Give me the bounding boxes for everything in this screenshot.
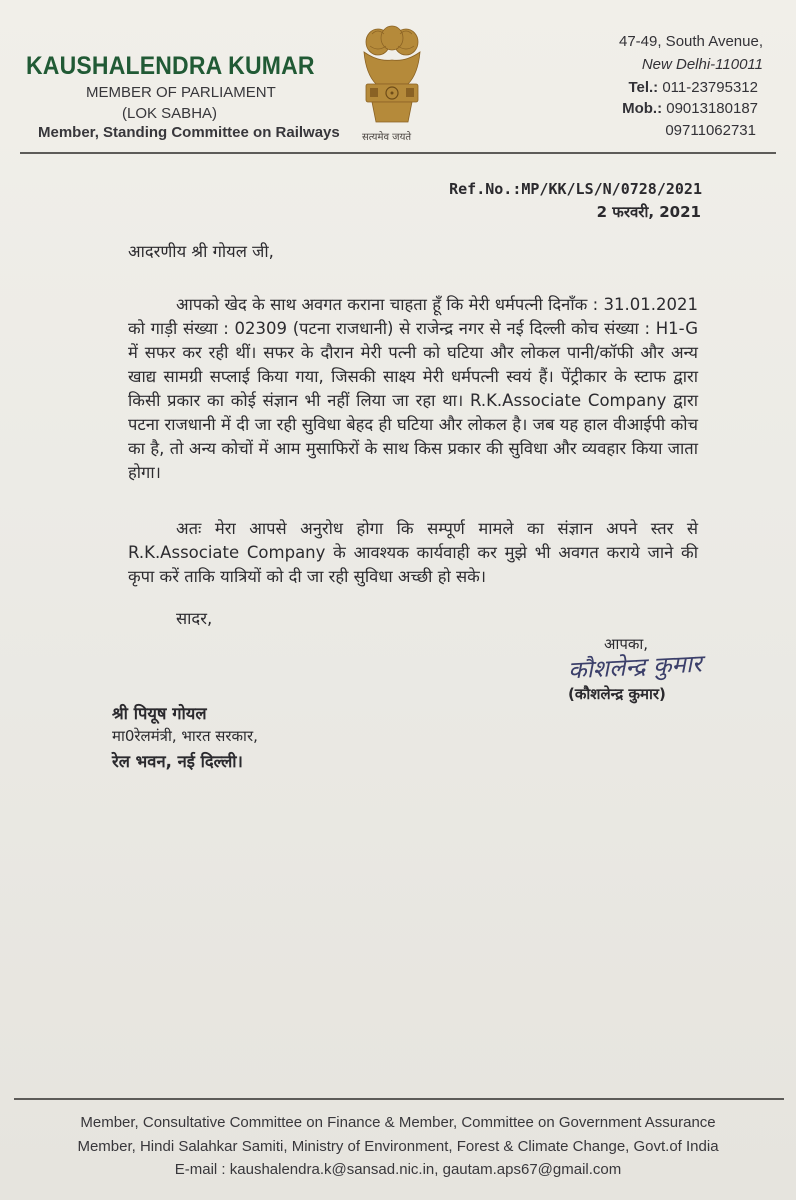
- salutation: आदरणीय श्री गोयल जी,: [128, 242, 274, 261]
- footer-line-2: Member, Hindi Salahkar Samiti, Ministry of Environment, Forest & Climate Change, Govt.of India: [77, 1138, 719, 1155]
- address-line-1: 47-49, South Avenue,: [618, 33, 763, 50]
- mob-number-1: 09013180187: [666, 100, 758, 117]
- paragraph-2: अतः मेरा आपसे अनुरोध होगा कि सम्पूर्ण मामले का संज्ञान अपने स्तर से R.K.Associate Company के आवश्यक कार्यवाही कर मुझे भी अवगत कराये जाने की कृपा करें ताकि यात्रियों को दी जा रही सुविधा अच्छी हो सके।: [128, 519, 698, 586]
- sender-house: (LOK SABHA): [122, 105, 218, 122]
- recipient-address: रेल भवन, नई दिल्ली।: [112, 752, 243, 771]
- footer-divider: [14, 1098, 784, 1100]
- tel-label: Tel.:: [628, 79, 659, 96]
- reference-number: Ref.No.:MP/KK/LS/N/0728/2021: [449, 180, 702, 198]
- recipient-name: श्री पियूष गोयल: [112, 704, 207, 723]
- address-line-2: New Delhi-110011: [641, 56, 763, 73]
- sender-title: MEMBER OF PARLIAMENT: [86, 84, 276, 101]
- closing: सादर,: [176, 609, 213, 628]
- mobile: [622, 100, 758, 117]
- mob-label: Mob.:: [622, 100, 663, 117]
- recipient-designation: मा0रेलमंत्री, भारत सरकार,: [112, 727, 258, 745]
- yours-faithfully: आपका,: [604, 635, 649, 653]
- handwritten-signature: कौशलेन्द्र कुमार: [567, 649, 703, 685]
- footer-line-1: Member, Consultative Committee on Finance & Member, Committee on Government Assurance: [80, 1114, 716, 1131]
- telephone: [628, 79, 758, 96]
- sender-name: KAUSHALENDRA KUMAR: [26, 52, 315, 80]
- header-divider: [20, 152, 776, 154]
- tel-number: 011-23795312: [662, 79, 758, 96]
- sender-committee: Member, Standing Committee on Railways: [38, 124, 340, 141]
- mob-number-2: 09711062731: [665, 122, 756, 139]
- footer-email: E-mail : kaushalendra.k@sansad.nic.in, gautam.aps67@gmail.com: [174, 1161, 622, 1178]
- emblem-motto: सत्यमेव जयते: [362, 132, 412, 143]
- national-emblem-icon: [356, 22, 428, 140]
- paragraph-1: आपको खेद के साथ अवगत कराना चाहता हूँ कि मेरी धर्मपत्नी दिनाँक : 31.01.2021 को गाड़ी संख्या : 02309 (पटना राजधानी) से राजेन्द्र नगर से नई दिल्ली कोच संख्या : H1-G में सफर कर रही थीं। सफर के दौरान मेरी पत्नी को घटिया और लोकल पानी/कॉफी और अन्य खाद्य सामग्री सप्लाई किया गया, जिसकी साक्ष्य मेरी धर्मपत्नी स्वयं हैं। पेंट्रीकार के स्टाफ द्वारा किसी प्रकार का कोई संज्ञान भी नहीं लिया जा रहा था। R.K.Associate Company द्वारा पटना राजधानी में दी जा रही सुविधा बेहद ही घटिया और लोकल है। जब यह हाल वीआईपी कोच का है, तो अन्य कोचों में आम मुसाफिरों के साथ किस प्रकार की सुविधा और व्यवहार किया जाता होगा।: [128, 295, 698, 482]
- letter-date: 2 फरवरी, 2021: [596, 203, 701, 221]
- signatory-name: (कौशलेन्द्र कुमार): [568, 685, 666, 703]
